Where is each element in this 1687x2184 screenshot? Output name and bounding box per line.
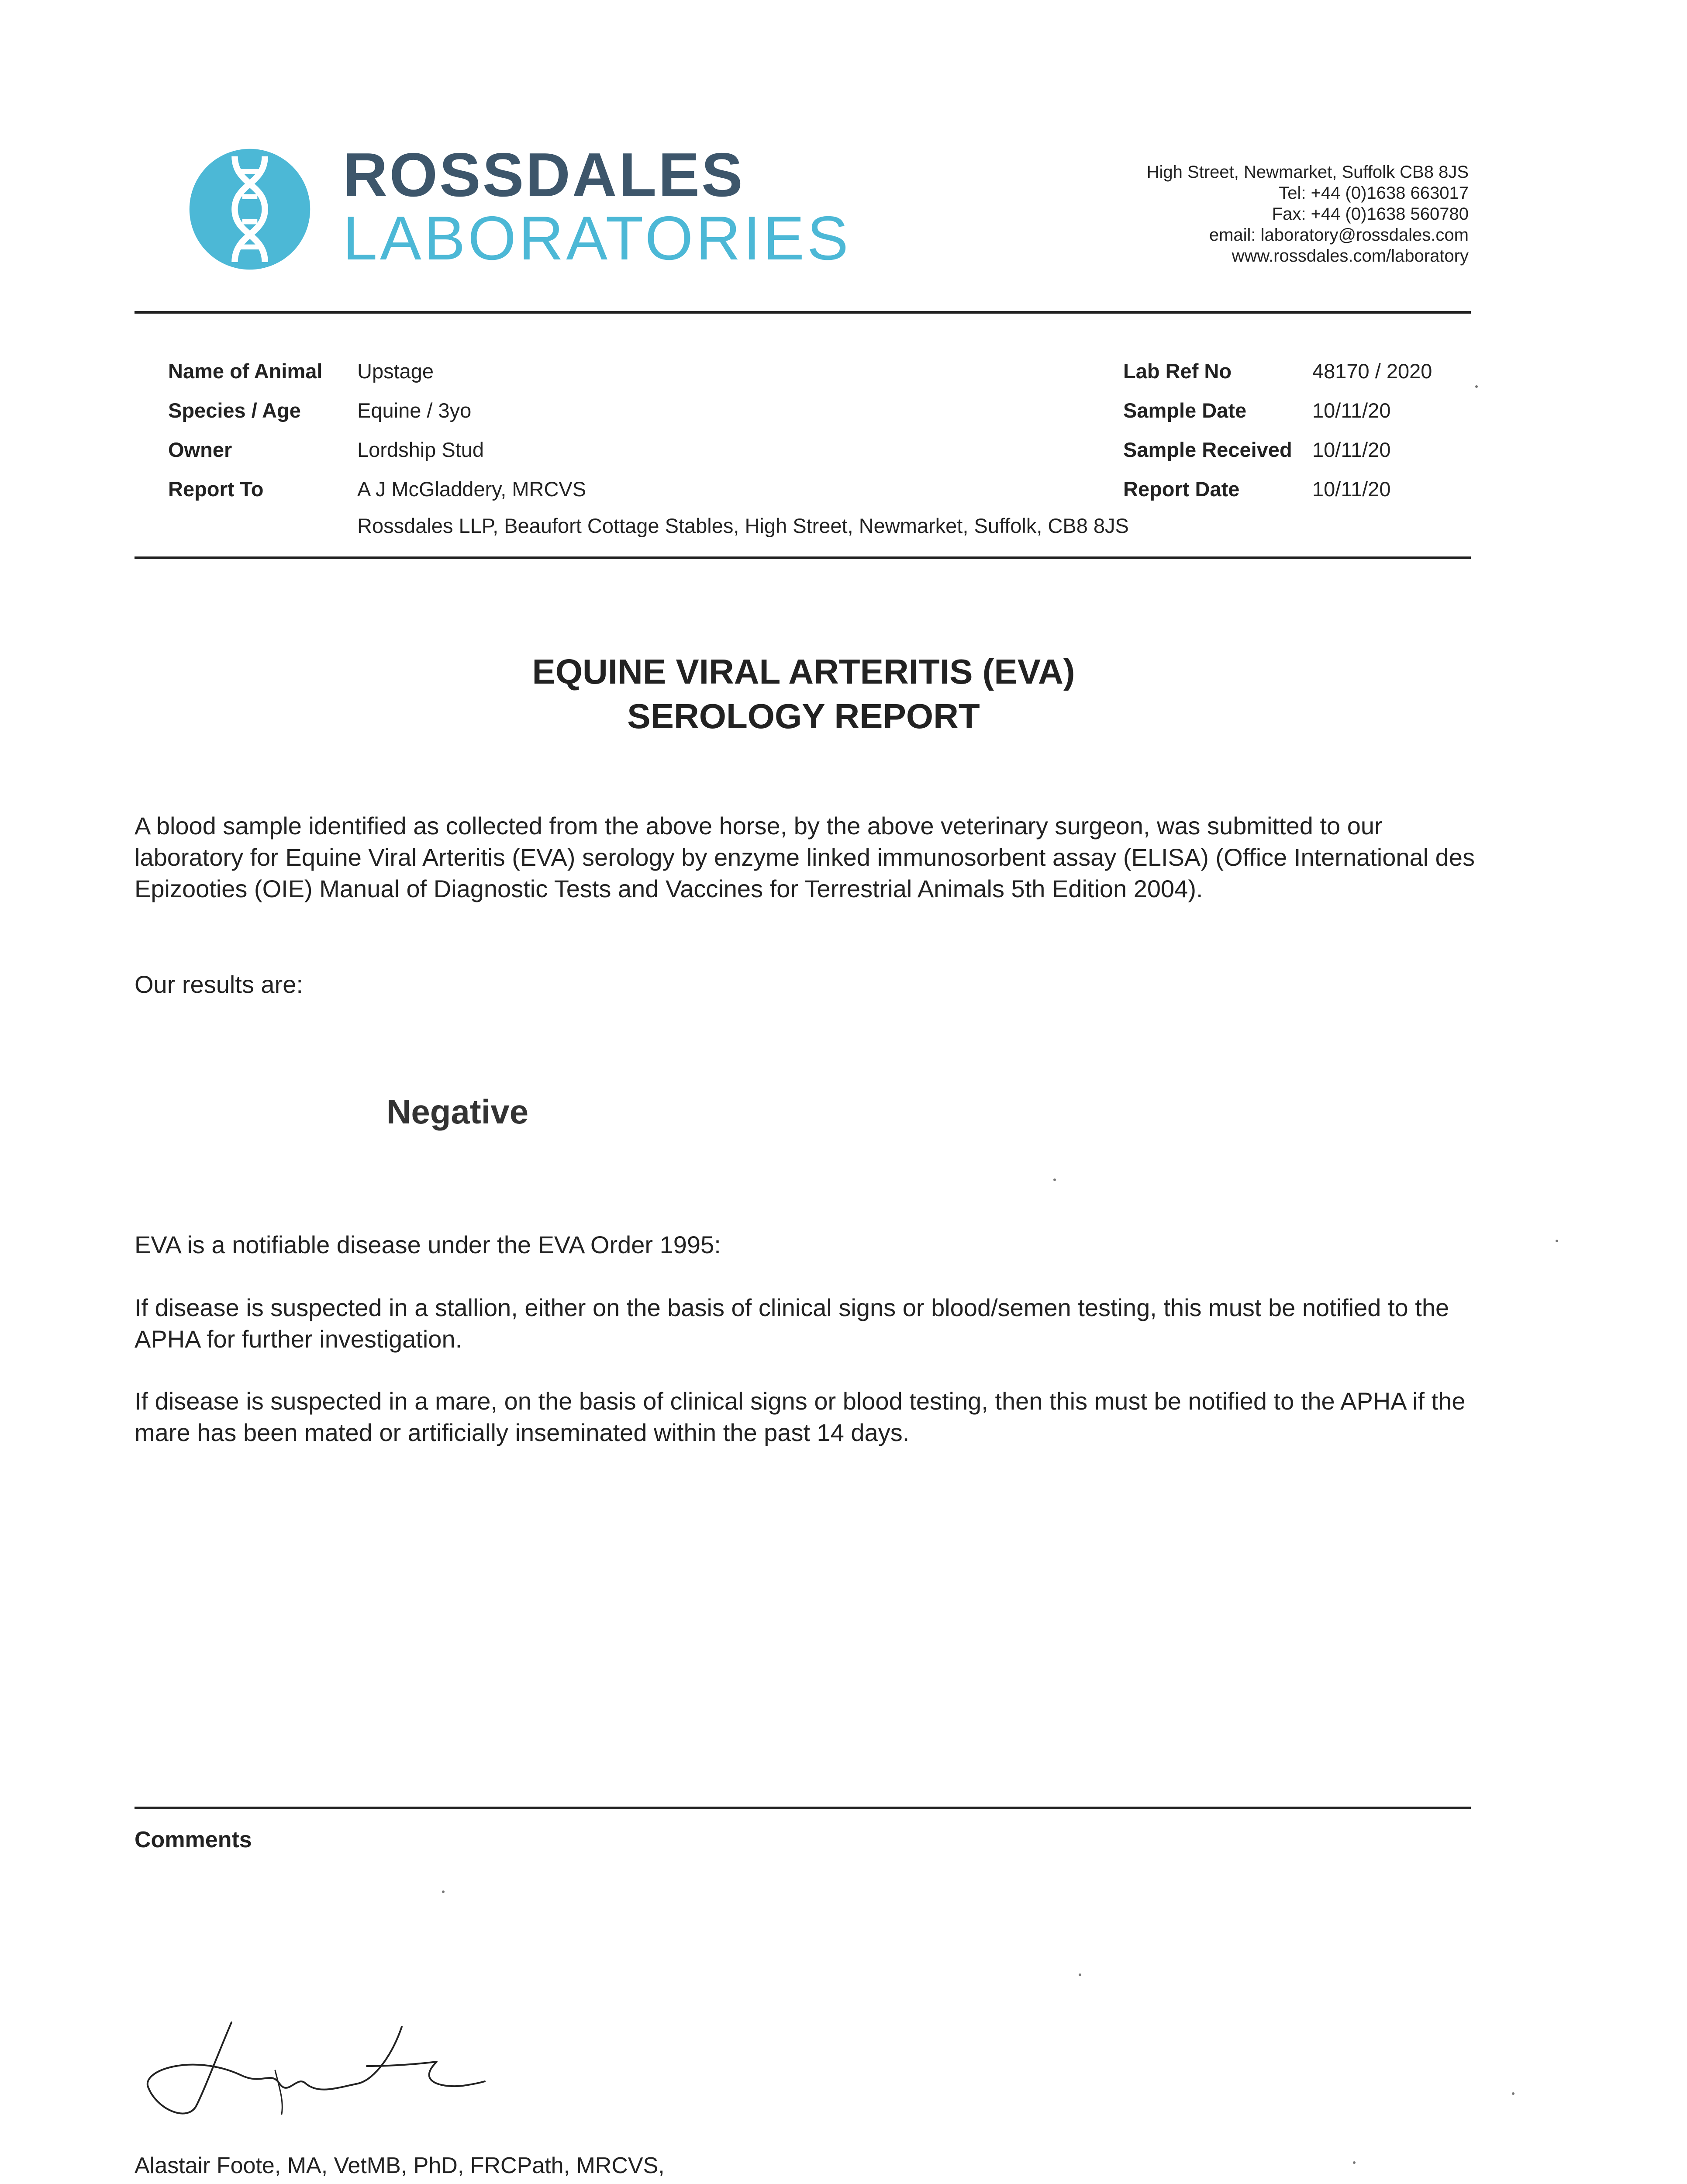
contact-address: High Street, Newmarket, Suffolk CB8 8JS bbox=[1146, 162, 1469, 182]
label-species-age: Species / Age bbox=[168, 399, 301, 422]
signatory-name: Alastair Foote, MA, VetMB, PhD, FRCPath, MRCVS, bbox=[135, 2153, 665, 2178]
scan-speck bbox=[1475, 385, 1478, 388]
contact-website[interactable]: www.rossdales.com/laboratory bbox=[1232, 246, 1469, 266]
label-sample-date: Sample Date bbox=[1123, 399, 1247, 422]
label-owner: Owner bbox=[168, 438, 232, 461]
report-subtitle: SEROLOGY REPORT bbox=[627, 697, 980, 736]
scan-speck bbox=[1079, 1973, 1081, 1976]
contact-email[interactable]: email: laboratory@rossdales.com bbox=[1209, 225, 1469, 245]
value-sample-received: 10/11/20 bbox=[1312, 438, 1391, 461]
label-sample-received: Sample Received bbox=[1123, 438, 1292, 461]
contact-tel: Tel: +44 (0)1638 663017 bbox=[1279, 183, 1469, 203]
dna-logo-icon bbox=[187, 146, 313, 272]
value-lab-ref-no: 48170 / 2020 bbox=[1312, 359, 1432, 383]
scan-speck bbox=[1053, 1178, 1056, 1181]
scan-speck bbox=[442, 1890, 445, 1893]
stallion-paragraph: If disease is suspected in a stallion, either on the basis of clinical signs or blood/semen testing, this must be notified to the APHA for further investigation. bbox=[135, 1294, 1449, 1353]
notifiable-statement: EVA is a notifiable disease under the EVA Order 1995: bbox=[135, 1231, 721, 1258]
value-name-of-animal: Upstage bbox=[357, 359, 434, 383]
brand-name-line1: ROSSDALES bbox=[343, 140, 745, 210]
report-title: EQUINE VIRAL ARTERITIS (EVA) bbox=[532, 652, 1075, 691]
contact-block bbox=[1147, 162, 1469, 266]
brand-name-line2: LABORATORIES bbox=[343, 204, 851, 273]
label-name-of-animal: Name of Animal bbox=[168, 359, 323, 383]
result-value: Negative bbox=[386, 1092, 529, 1131]
footer-divider bbox=[135, 1807, 1471, 1809]
value-sample-date: 10/11/20 bbox=[1312, 399, 1391, 422]
label-lab-ref-no: Lab Ref No bbox=[1123, 359, 1232, 383]
label-report-date: Report Date bbox=[1123, 477, 1240, 501]
scan-speck bbox=[1556, 1240, 1558, 1242]
value-report-to: A J McGladdery, MRCVS bbox=[357, 477, 586, 501]
mare-paragraph: If disease is suspected in a mare, on the basis of clinical signs or blood testing, then this must be notified to the APHA if the mare has been mated or artificially inseminated within the past 14 days. bbox=[135, 1387, 1466, 1446]
intro-paragraph: A blood sample identified as collected from the above horse, by the above veterinary surgeon, was submitted to our laboratory for Equine Viral Arteritis (EVA) serology by enzyme linked immunosorbent assay (ELISA) (Office International des Epizooties (OIE) Manual of Diagnostic Tests and Vaccines for Terrestrial Animals 5th Edition 2004). bbox=[135, 812, 1475, 902]
comments-label: Comments bbox=[135, 1827, 252, 1852]
label-report-to: Report To bbox=[168, 477, 264, 501]
report-to-address: Rossdales LLP, Beaufort Cottage Stables, High Street, Newmarket, Suffolk, CB8 8JS bbox=[357, 514, 1129, 537]
header-divider bbox=[135, 311, 1471, 314]
value-report-date: 10/11/20 bbox=[1312, 477, 1391, 501]
results-intro: Our results are: bbox=[135, 971, 303, 998]
value-species-age: Equine / 3yo bbox=[357, 399, 472, 422]
contact-fax: Fax: +44 (0)1638 560780 bbox=[1272, 204, 1469, 224]
scan-speck bbox=[1353, 2161, 1356, 2164]
signature-image bbox=[131, 2001, 489, 2140]
value-owner: Lordship Stud bbox=[357, 438, 484, 461]
details-divider bbox=[135, 556, 1471, 559]
scan-speck bbox=[1512, 2092, 1515, 2095]
